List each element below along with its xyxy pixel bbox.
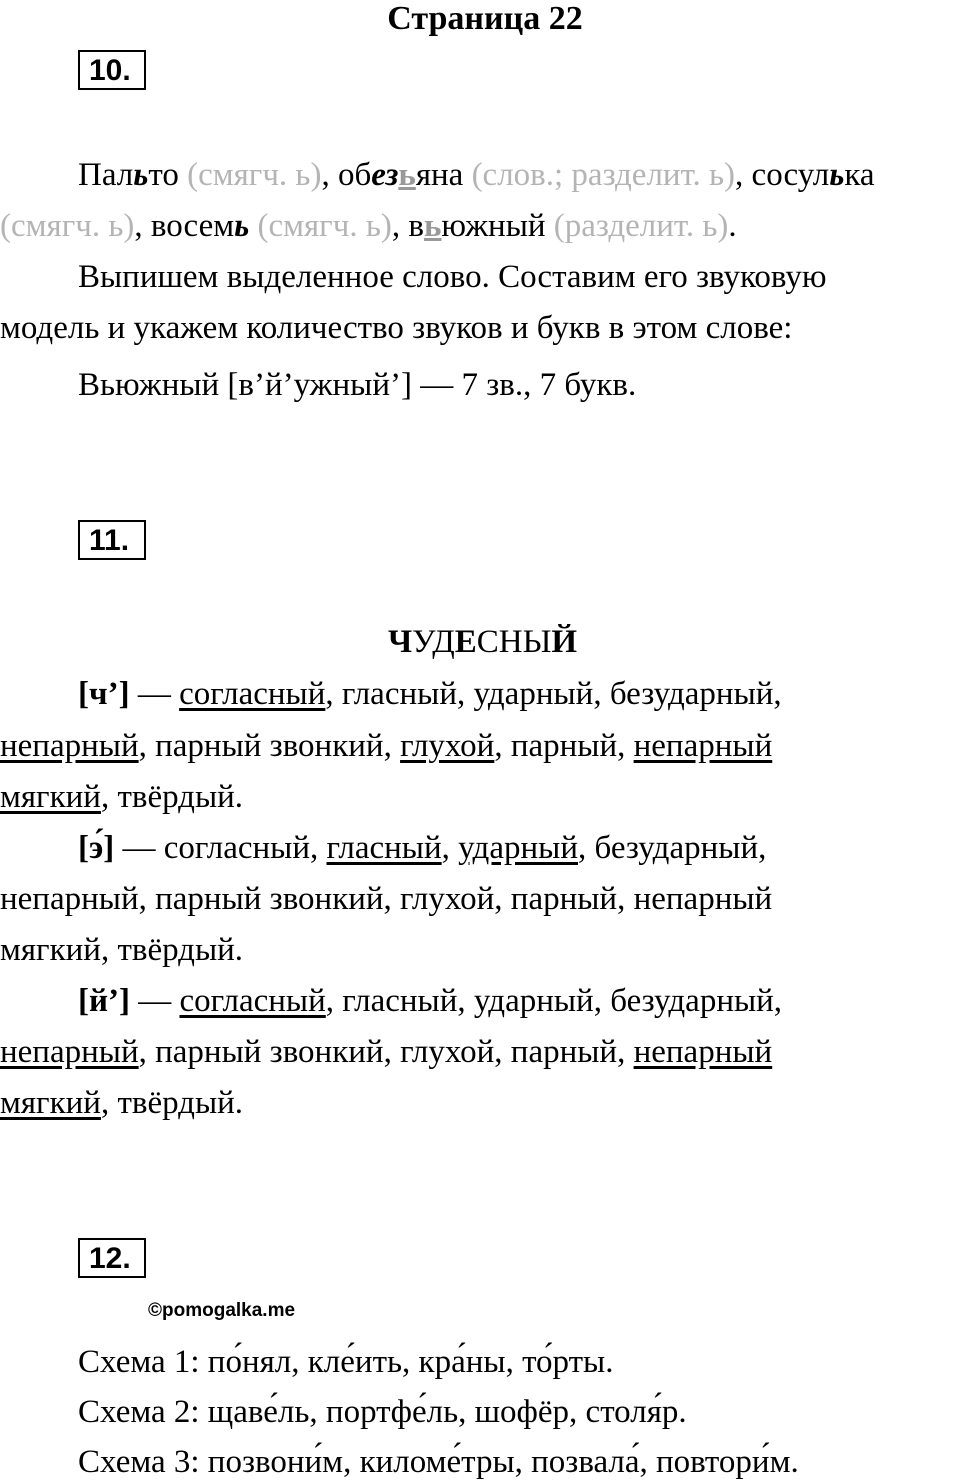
- task-number-11: 11.: [78, 520, 146, 560]
- page-title: Страница 22: [387, 0, 583, 37]
- task12-scheme-2: Схема 2: щаве́ль, портфе́ль, шофёр, столя́р.: [78, 1394, 687, 1430]
- task11-c1-line-3: мягкий, твёрдый.: [0, 779, 244, 815]
- task11-c1-line-1: [ч’] — согласный, гласный, ударный, безударный,: [78, 676, 782, 712]
- task-number-12: 12.: [78, 1238, 146, 1278]
- task10-line-2: (смягч. ь), восемь (смягч. ь), вьюжный (разделит. ь).: [0, 208, 737, 244]
- task11-c3-line-3: мягкий, твёрдый.: [0, 1085, 244, 1121]
- task10-line-1: Пальто (смягч. ь), обезьяна (слов.; разделит. ь), сосулька: [78, 157, 875, 193]
- task11-c2-line-2: непарный, парный звонкий, глухой, парный, непарный: [0, 881, 773, 917]
- task11-c3-line-1: [й’] — согласный, гласный, ударный, безударный,: [78, 983, 783, 1019]
- task12-scheme-3: Схема 3: позвони́м, киломе́тры, позвала́, повтори́м.: [78, 1444, 799, 1480]
- task11-c3-line-2: непарный, парный звонкий, глухой, парный, непарный: [0, 1034, 773, 1070]
- task12-scheme-1: Схема 1: по́нял, кле́ить, кра́ны, то́рты.: [78, 1344, 614, 1380]
- task10-line-5: Вьюжный [в’й’ужный’] — 7 зв., 7 букв.: [78, 367, 637, 403]
- task10-line-4: модель и укажем количество звуков и букв в этом слове:: [0, 310, 793, 346]
- task11-c2-line-3: мягкий, твёрдый.: [0, 932, 244, 968]
- task11-c1-line-2: непарный, парный звонкий, глухой, парный, непарный: [0, 728, 773, 764]
- watermark: ©pomogalka.me: [148, 1300, 296, 1321]
- task11-c2-line-1: [э́] — согласный, гласный, ударный, безударный,: [78, 830, 767, 866]
- task10-line-3: Выпишем выделенное слово. Составим его звуковую: [78, 259, 827, 295]
- task-number-10: 10.: [78, 50, 146, 90]
- task11-word: ЧУДЕСНЫЙ: [387, 624, 578, 660]
